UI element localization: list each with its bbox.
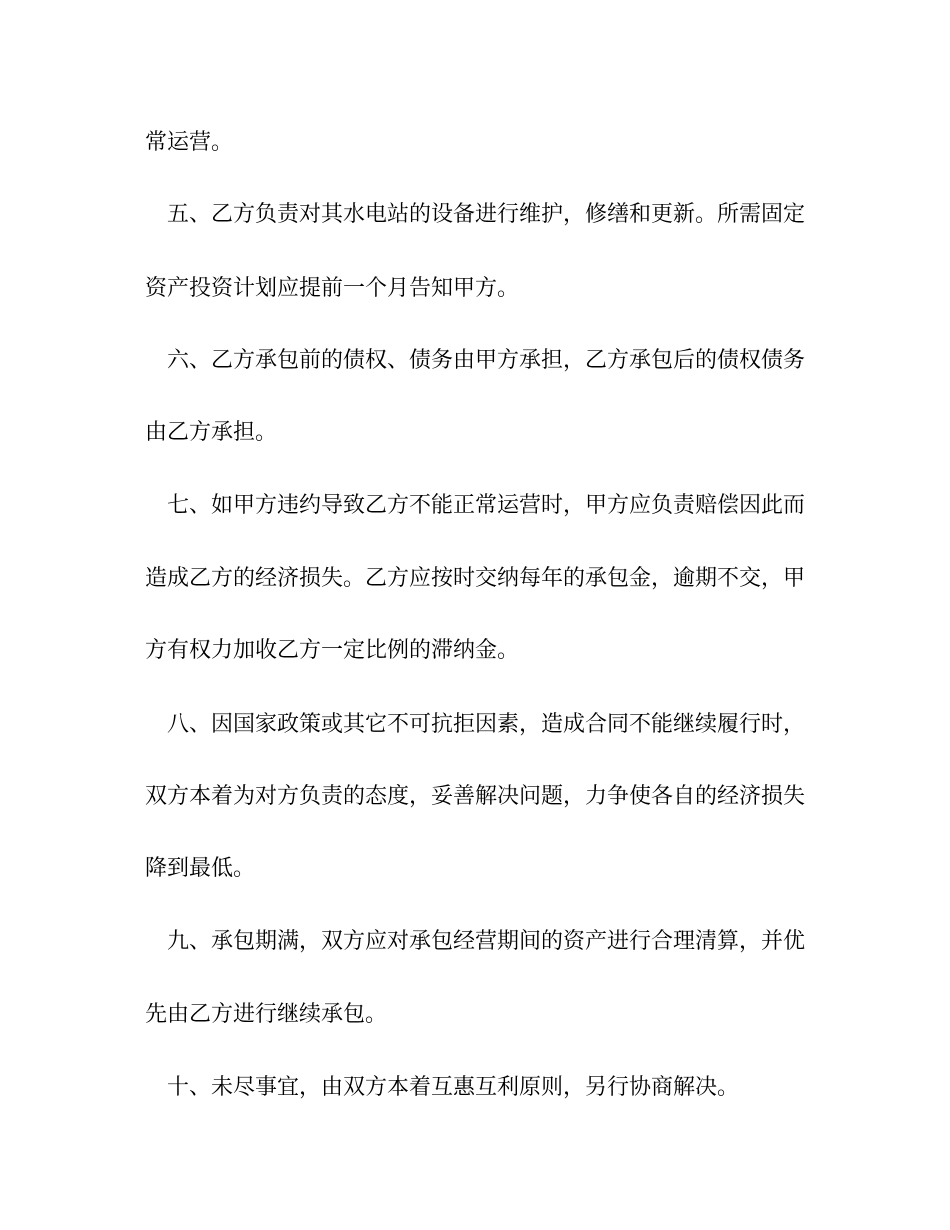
text-line: 由乙方承担。 [145, 420, 278, 445]
text-line: 七、如甲方违约导致乙方不能正常运营时，甲方应负责赔偿因此而 [145, 493, 806, 518]
text-line: 九、承包期满，双方应对承包经营期间的资产进行合理清算，并优 [145, 929, 806, 954]
text-line: 造成乙方的经济损失。乙方应按时交纳每年的承包金，逾期不交，甲 [145, 566, 806, 591]
text-line: 方有权力加收乙方一定比例的滞纳金。 [145, 638, 520, 663]
text-line: 先由乙方进行继续承包。 [145, 1002, 388, 1027]
text-line: 资产投资计划应提前一个月告知甲方。 [145, 276, 520, 301]
text-line: 双方本着为对方负责的态度，妥善解决问题，力争使各自的经济损失 [145, 784, 806, 809]
text-line: 五、乙方负责对其水电站的设备进行维护，修缮和更新。所需固定 [145, 202, 806, 227]
text-line: 降到最低。 [145, 856, 256, 881]
text-line: 常运营。 [145, 130, 234, 155]
text-line: 十、未尽事宜，由双方本着互惠互利原则，另行协商解决。 [145, 1075, 740, 1100]
text-line: 八、因国家政策或其它不可抗拒因素，造成合同不能继续履行时， [145, 712, 806, 737]
text-line: 六、乙方承包前的债权、债务由甲方承担，乙方承包后的债权债务 [145, 348, 806, 373]
